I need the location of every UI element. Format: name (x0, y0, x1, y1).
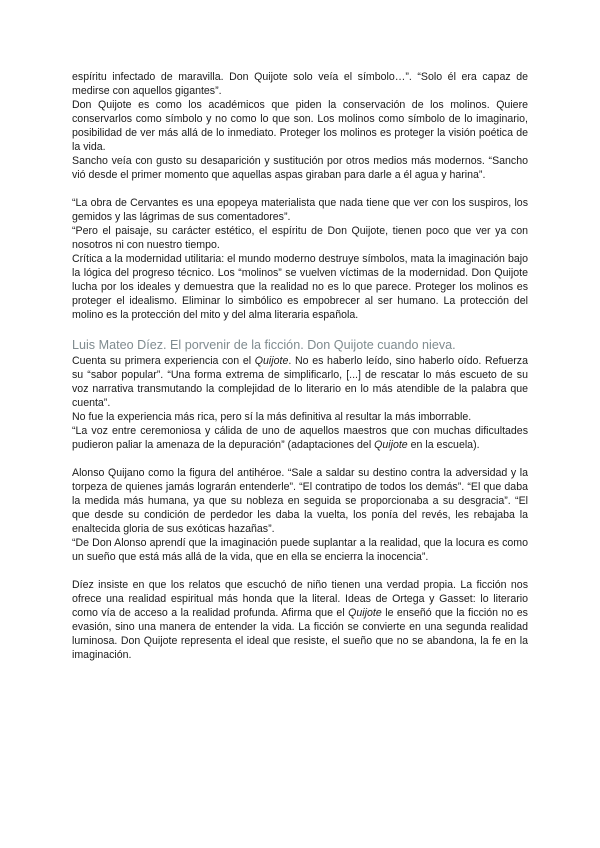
quote-paragraph: “La obra de Cervantes es una epopeya materialista que nada tiene que ver con los suspiros, los gemidos y las lágrimas de sus comentadores”. (72, 197, 528, 223)
paragraph: Alonso Quijano como la figura del antihéroe. “Sale a saldar su destino contra la adversidad y la torpeza de quienes jamás lograrán entenderle”. “El contratipo de todos los demás”. “El que daba la medida más humana, ya que su nobleza en seguida se proporcionaba a su desgracia”. “El que desde su condición de perdedor les daba la vuelta, los ponía del revés, les rebajaba la enaltecida gloria de sus exóticas hazañas”. (72, 467, 528, 535)
quote-paragraph: “La voz entre ceremoniosa y cálida de uno de aquellos maestros que con muchas dificultades pudieron paliar la amenaza de la depuración” (adaptaciones del Quijote en la escuela). (72, 425, 528, 451)
paragraph-gap (72, 452, 528, 466)
paragraph-gap (72, 182, 528, 196)
paragraph: No fue la experiencia más rica, pero sí la más definitiva al resultar la más imborrable. (72, 411, 472, 423)
paragraph: Cuenta su primera experiencia con el Quijote. No es haberlo leído, sino haberlo oído. Refuerza su “sabor popular”. “Una forma extrema de simplificarlo, [...] de rescatar lo más escueto de su voz narrativa transmutando la complejidad de lo literario en lo más atendible de la palabra que cuenta”. (72, 355, 528, 409)
paragraph: Don Quijote es como los académicos que piden la conservación de los molinos. Quiere conservarlos como símbolo y no como lo que son. Los molinos como símbolo de lo imaginario, posibilidad de ver más allá de lo inmediato. Proteger los molinos es proteger la visión poética de la vida. (72, 99, 528, 153)
quote-paragraph: “De Don Alonso aprendí que la imaginación puede suplantar a la realidad, que la locura es como un sueño que está más allá de la vida, que en ella se encierra la inocencia”. (72, 537, 528, 563)
section-heading: Luis Mateo Díez. El porvenir de la ficción. Don Quijote cuando nieva. (72, 338, 456, 352)
quote-paragraph: “Pero el paisaje, su carácter estético, el espíritu de Don Quijote, tienen poco que ver ya con nosotros ni con nuestro tiempo. (72, 225, 528, 251)
paragraph: Sancho veía con gusto su desaparición y sustitución por otros medios más modernos. “Sancho vió desde el primer momento que aquellas aspas giraban para darle a él agua y harina”. (72, 155, 528, 181)
paragraph-gap (72, 322, 528, 336)
paragraph-gap (72, 564, 528, 578)
paragraph: Crítica a la modernidad utilitaria: el mundo moderno destruye símbolos, mata la imaginación bajo la lógica del progreso técnico. Los “molinos” se vuelven víctimas de la modernidad. Don Quijote lucha por los ideales y demuestra que la realidad no es lo que parece. Proteger los molinos es proteger el idealismo. Eliminar lo simbólico es empobrecer al ser humano. La protección del molino es la protección del mito y del alma literaria española. (72, 253, 528, 321)
paragraph: Díez insiste en que los relatos que escuchó de niño tienen una verdad propia. La ficción nos ofrece una realidad espiritual más honda que la literal. Ideas de Ortega y Gasset: lo literario como vía de acceso a la realidad profunda. Afirma que el Quijote le enseñó que la ficción no es evasión, sino una manera de entender la vida. La ficción se convierte en una segunda realidad luminosa. Don Quijote representa el ideal que resiste, el sueño que no se abandona, la fe en la imaginación. (72, 579, 528, 661)
paragraph: espíritu infectado de maravilla. Don Quijote solo veía el símbolo…”. “Solo él era capaz de medirse con aquellos gigantes”. (72, 71, 528, 97)
